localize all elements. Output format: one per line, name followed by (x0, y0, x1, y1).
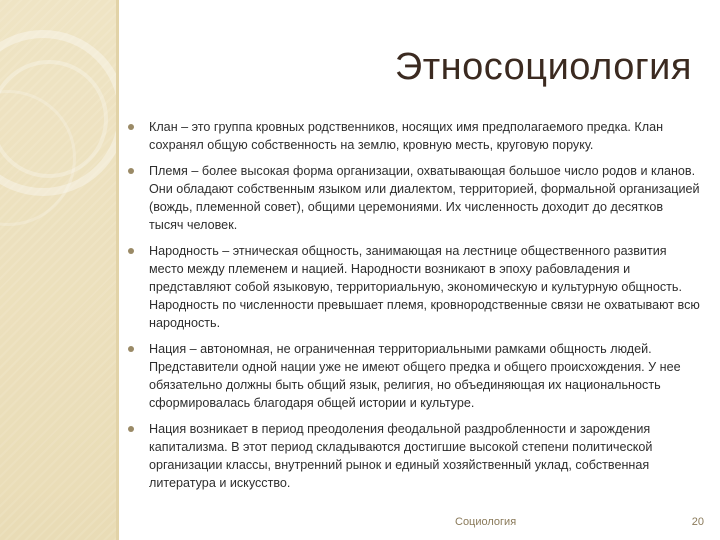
decorative-side-band (0, 0, 116, 540)
bullet-item-nation (128, 340, 700, 412)
bullet-text: Нация – автономная, не ограниченная территориальными рамками общность людей. Представители одной нации уже не имеют общего предка и общего происхождения. У нее обязательно должны быть общий язык, религия, но объединяющая их национальность сформировалась благодаря общей истории и культуре. (149, 342, 681, 410)
bullet-dot-icon (128, 346, 134, 352)
bullet-text: Народность – этническая общность, занимающая на лестнице общественного развития место между племенем и нацией. Народности возникают в эпоху рабовладения и представляют собой языковую, территориальную, экономическую и культурную общность. Народность по численности превышает племя, кровнородственные связи не охватывают всю народность. (149, 244, 700, 330)
bullet-item-nationality (128, 242, 700, 332)
bullet-dot-icon (128, 426, 134, 432)
bullet-dot-icon (128, 248, 134, 254)
bullet-list (128, 118, 700, 500)
bullet-item-clan (128, 118, 700, 154)
page-number: 20 (691, 516, 704, 528)
bullet-text: Нация возникает в период преодоления феодальной раздробленности и зарождения капитализма. В этот период складываются достигшие высокой степени политической организации классы, внутренний рынок и единый хозяйственный уклад, собственная литература и искусство. (149, 422, 653, 490)
band-divider (116, 0, 119, 540)
bullet-dot-icon (128, 124, 134, 130)
slide-title: Этносоциология (394, 46, 692, 88)
bullet-text: Клан – это группа кровных родственников, носящих имя предполагаемого предка. Клан сохранял общую собственность на землю, кровную месть, круговую поруку. (149, 120, 664, 152)
bullet-dot-icon (128, 168, 134, 174)
bullet-text: Племя – более высокая форма организации, охватывающая большое число родов и кланов. Они обладают собственным языком или диалектом, территорией, формальной организацией (вождь, племенной совет), общими церемониями. Их численность доходит до десятков тысяч человек. (149, 164, 700, 232)
bullet-item-nation-origin (128, 420, 700, 492)
bullet-item-tribe (128, 162, 700, 234)
footer-subject: Социология (455, 516, 517, 528)
